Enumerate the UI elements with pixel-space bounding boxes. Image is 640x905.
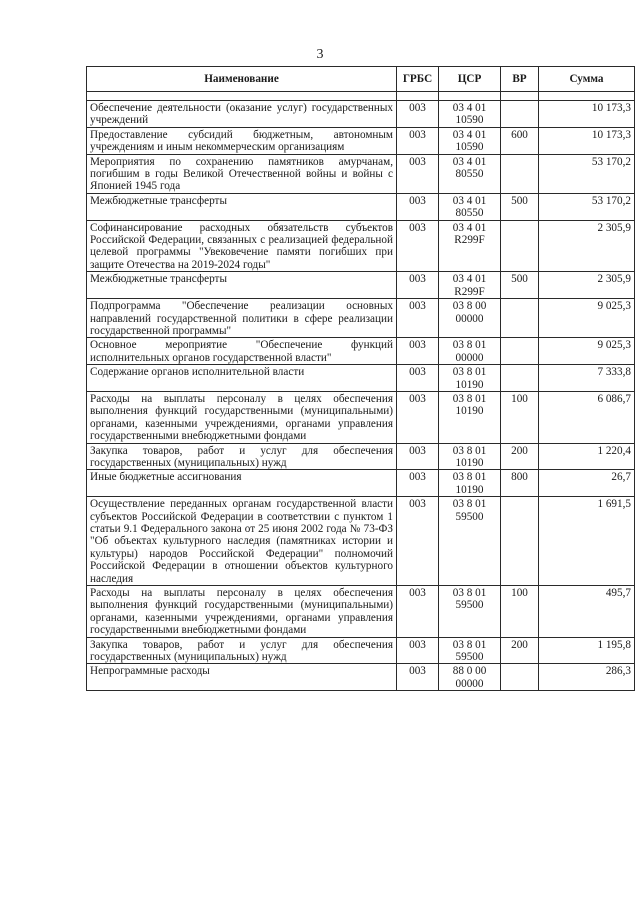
row-csr: 03 8 01 10190	[439, 470, 501, 497]
row-sum: 2 305,9	[539, 220, 635, 272]
table-row	[87, 299, 635, 338]
row-grbs: 003	[397, 101, 439, 128]
row-csr: 03 4 01 R299F	[439, 220, 501, 272]
row-csr: 03 8 00 00000	[439, 299, 501, 338]
row-name: Предоставление субсидий бюджетным, автономным учреждениям и иным некоммерческим организациям	[87, 127, 397, 154]
row-sum: 53 170,2	[539, 154, 635, 193]
table-row	[87, 101, 635, 128]
table-row	[87, 127, 635, 154]
row-name: Закупка товаров, работ и услуг для обеспечения государственных (муниципальных) нужд	[87, 637, 397, 664]
row-csr: 03 8 01 00000	[439, 338, 501, 365]
row-sum: 1 220,4	[539, 443, 635, 470]
row-name: Обеспечение деятельности (оказание услуг) государственных учреждений	[87, 101, 397, 128]
row-csr: 03 8 01 59500	[439, 637, 501, 664]
row-name: Расходы на выплаты персоналу в целях обеспечения выполнения функций государственными (муниципальными) органами, казенными учреждениями, органами управления государственными внебюджетными фондами	[87, 586, 397, 638]
table-row	[87, 272, 635, 299]
table-row	[87, 664, 635, 691]
row-name: Межбюджетные трансферты	[87, 272, 397, 299]
row-vr	[501, 299, 539, 338]
row-csr: 03 8 01 10190	[439, 443, 501, 470]
row-sum: 9 025,3	[539, 299, 635, 338]
row-csr: 03 8 01 10190	[439, 391, 501, 443]
table-row	[87, 365, 635, 392]
row-csr: 03 8 01 59500	[439, 586, 501, 638]
table-row	[87, 443, 635, 470]
row-grbs: 003	[397, 586, 439, 638]
row-csr: 88 0 00 00000	[439, 664, 501, 691]
row-grbs: 003	[397, 470, 439, 497]
row-sum: 495,7	[539, 586, 635, 638]
row-sum: 6 086,7	[539, 391, 635, 443]
table-row	[87, 637, 635, 664]
row-grbs: 003	[397, 154, 439, 193]
header-sum: Сумма	[539, 67, 635, 92]
row-sum: 9 025,3	[539, 338, 635, 365]
row-csr: 03 8 01 10190	[439, 365, 501, 392]
row-name: Закупка товаров, работ и услуг для обеспечения государственных (муниципальных) нужд	[87, 443, 397, 470]
row-vr: 200	[501, 443, 539, 470]
table-spacer-row	[87, 92, 635, 101]
row-vr	[501, 365, 539, 392]
row-vr: 100	[501, 391, 539, 443]
budget-table	[86, 66, 635, 691]
table-row	[87, 193, 635, 220]
table-row	[87, 586, 635, 638]
row-grbs: 003	[397, 391, 439, 443]
header-csr: ЦСР	[439, 67, 501, 92]
row-sum: 286,3	[539, 664, 635, 691]
row-name: Расходы на выплаты персоналу в целях обеспечения выполнения функций государственными (муниципальными) органами, казенными учреждениями, органами управления государственными внебюджетными фондами	[87, 391, 397, 443]
row-grbs: 003	[397, 338, 439, 365]
row-vr: 500	[501, 272, 539, 299]
row-csr: 03 8 01 59500	[439, 497, 501, 586]
header-grbs: ГРБС	[397, 67, 439, 92]
table-row	[87, 391, 635, 443]
row-csr: 03 4 01 10590	[439, 127, 501, 154]
row-grbs: 003	[397, 299, 439, 338]
row-vr	[501, 497, 539, 586]
row-csr: 03 4 01 80550	[439, 193, 501, 220]
row-name: Иные бюджетные ассигнования	[87, 470, 397, 497]
row-vr: 200	[501, 637, 539, 664]
row-sum: 53 170,2	[539, 193, 635, 220]
row-vr	[501, 154, 539, 193]
row-name: Осуществление переданных органам государственной власти субъектов Российской Федерации в соответствии с пунктом 1 статьи 9.1 Федерального закона от 25 июня 2002 года № 73-ФЗ "Об объектах культурного наследия (памятниках истории и культуры) народов Российской Федерации" полномочий Российской Федерации в отношении объектов культурного наследия	[87, 497, 397, 586]
table-row	[87, 338, 635, 365]
row-vr	[501, 664, 539, 691]
row-csr: 03 4 01 10590	[439, 101, 501, 128]
table-row	[87, 470, 635, 497]
row-vr	[501, 220, 539, 272]
row-name: Подпрограмма "Обеспечение реализации основных направлений государственной политики в сфере реализации государственной программы"	[87, 299, 397, 338]
row-name: Межбюджетные трансферты	[87, 193, 397, 220]
row-grbs: 003	[397, 127, 439, 154]
page-number: 3	[316, 47, 324, 62]
row-sum: 26,7	[539, 470, 635, 497]
row-vr	[501, 338, 539, 365]
row-grbs: 003	[397, 220, 439, 272]
header-name: Наименование	[87, 67, 397, 92]
row-vr: 500	[501, 193, 539, 220]
row-grbs: 003	[397, 497, 439, 586]
row-name: Мероприятия по сохранению памятников амурчанам, погибшим в годы Великой Отечественной войны и войны с Японией 1945 года	[87, 154, 397, 193]
row-grbs: 003	[397, 443, 439, 470]
row-name: Непрограммные расходы	[87, 664, 397, 691]
row-csr: 03 4 01 80550	[439, 154, 501, 193]
row-csr: 03 4 01 R299F	[439, 272, 501, 299]
row-sum: 1 691,5	[539, 497, 635, 586]
row-sum: 10 173,3	[539, 101, 635, 128]
row-grbs: 003	[397, 637, 439, 664]
row-name: Основное мероприятие "Обеспечение функций исполнительных органов государственной власти"	[87, 338, 397, 365]
header-vr: ВР	[501, 67, 539, 92]
table-row	[87, 497, 635, 586]
row-grbs: 003	[397, 664, 439, 691]
row-grbs: 003	[397, 365, 439, 392]
row-vr: 100	[501, 586, 539, 638]
row-name: Софинансирование расходных обязательств субъектов Российской Федерации, связанных с реализацией федеральной целевой программы "Увековечение памяти погибших при защите Отечества на 2019-2024 годы"	[87, 220, 397, 272]
row-sum: 10 173,3	[539, 127, 635, 154]
row-vr: 800	[501, 470, 539, 497]
row-grbs: 003	[397, 272, 439, 299]
table-header-row	[87, 67, 635, 92]
row-name: Содержание органов исполнительной власти	[87, 365, 397, 392]
row-vr: 600	[501, 127, 539, 154]
table-row	[87, 220, 635, 272]
row-sum: 2 305,9	[539, 272, 635, 299]
row-sum: 1 195,8	[539, 637, 635, 664]
row-vr	[501, 101, 539, 128]
row-grbs: 003	[397, 193, 439, 220]
row-sum: 7 333,8	[539, 365, 635, 392]
table-row	[87, 154, 635, 193]
